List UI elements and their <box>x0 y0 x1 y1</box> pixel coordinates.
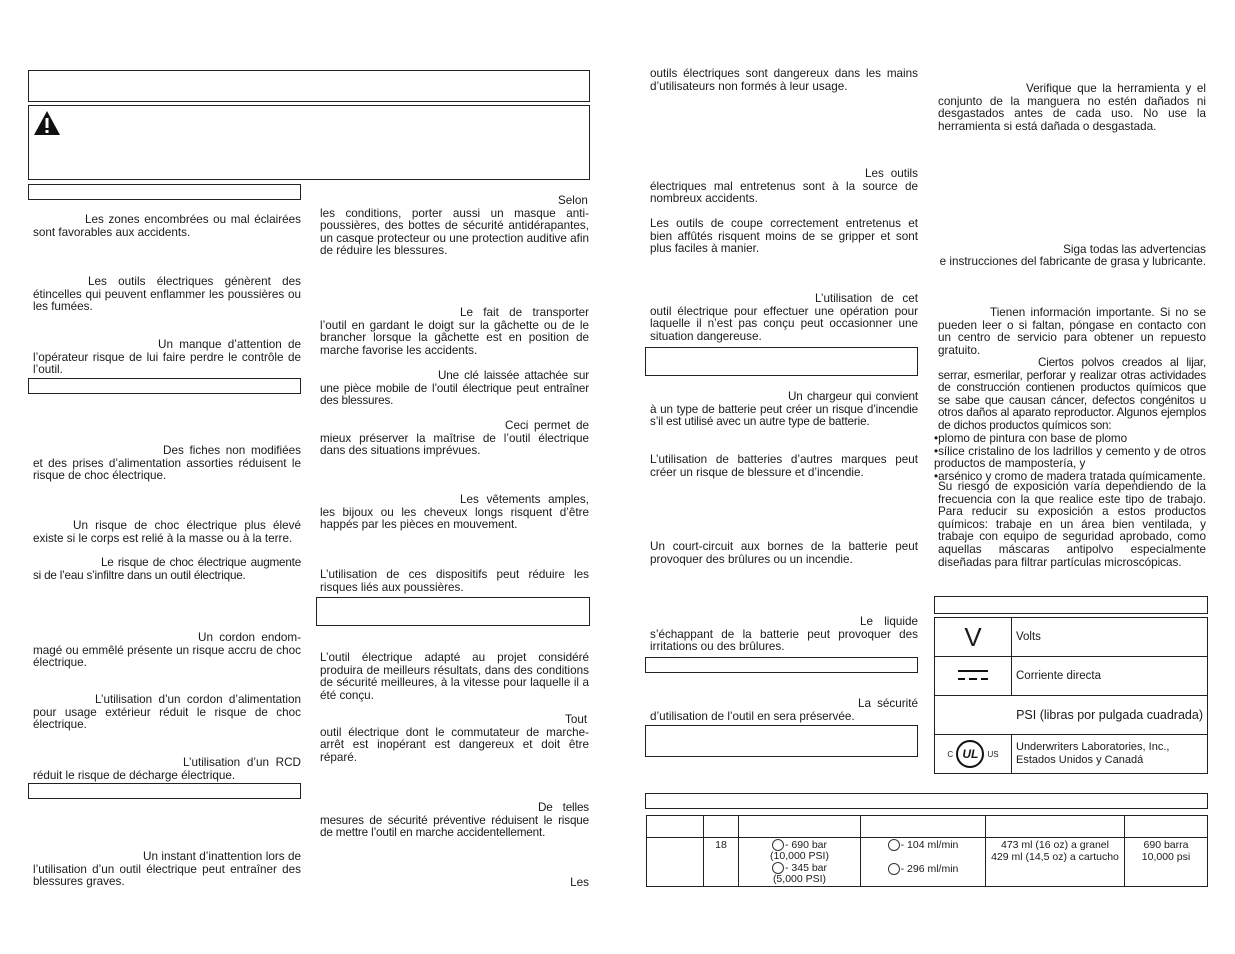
paragraph-footing: Ceci permet de mieux préserver la maîtrise de l’outil électrique dans des situations imprévues. <box>320 419 589 458</box>
section-heading-box-service <box>645 657 918 673</box>
spec-capacity: 473 ml (16 oz) a granel 429 ml (14,5 oz) a cartucho <box>986 838 1125 887</box>
ul-label: Underwriters Laboratories, Inc., Estados Unidos y Canadá <box>1012 735 1208 774</box>
paragraph-wrench: Une clé laissée attachée sur une pièce mobile de l’outil électrique peut entraîner des blessures. <box>320 369 589 408</box>
direct-current-icon <box>956 667 990 683</box>
list-item: •plomo de pintura con base de plomo <box>934 432 1128 445</box>
paragraph-plugs: Des fiches non modifiées et des prises d’alimentation assorties réduisent le risque de choc électrique. <box>33 444 301 483</box>
paragraph-grounded: Un risque de choc électrique plus élevé existe si le corps est relié à la masse ou à la terre. <box>33 519 301 545</box>
ul-c-mark: C <box>947 750 954 760</box>
paragraph-chemicals: Ciertos polvos creados al lijar, serrar, esmerilar, perforar y realizar otras actividades de construcción contienen productos químicos que se sabe que causan cáncer, defectos congénitos u otros daños al aparato reproductor. Algunos ejemplos de dichos productos químicos son: <box>938 356 1206 432</box>
paragraph-sparks: Les outils électriques génèrent des étincelles qui peuvent enflammer les poussières ou les fumées. <box>33 275 301 314</box>
paragraph-attention: Un manque d’attention de l’opérateur risque de lui faire perdre le contrôle de l’outil. <box>33 338 301 377</box>
paragraph-preventive: De telles mesures de sécurité préventive réduisent le risque de mettre l’outil en marche accidentellement. <box>320 801 589 840</box>
section-heading-box-specific <box>645 725 918 757</box>
column-2 <box>320 0 589 954</box>
list-chemicals <box>934 433 1206 483</box>
section-heading-box-personal <box>28 783 301 799</box>
spec-flow: - 104 ml/min - 296 ml/min <box>861 838 986 887</box>
list-item: •arsénico y cromo de madera tratada químicamente. <box>934 469 1206 483</box>
column-4 <box>934 0 1206 954</box>
paragraph-intended-use: L’utilisation de cet outil électrique pour effectuer une opération pour laquelle il n’est pas conçu peut occasionner une situation dangereuse. <box>650 292 918 343</box>
paragraph-les: Les <box>570 876 589 889</box>
paragraph-rcd: L’utilisation d’un RCD réduit le risque de décharge électrique. <box>33 756 301 782</box>
paragraph-right-tool: L’outil électrique adapté au projet considéré produira de meilleurs résultats, dans des conditions de sécurité meilleures, à la vitesse pour laquelle il a été conçu. <box>320 651 589 702</box>
paragraph-dust: L’utilisation de ces dispositifs peut réduire les risques liés aux poussières. <box>320 568 589 594</box>
paragraph-charger: Un chargeur qui convient à un type de batterie peut créer un risque d’incendie s’il est utilisé avec un autre type de batterie. <box>650 390 918 429</box>
column-3 <box>650 0 918 954</box>
paragraph-extension: L’utilisation d’un cordon d’alimentation pour usage extérieur réduit le risque de choc électrique. <box>33 693 301 732</box>
symbology-heading-box <box>934 596 1208 614</box>
section-heading-box-electrical <box>28 378 301 394</box>
spec-max-pressure: 690 barra 10,000 psi <box>1125 838 1208 887</box>
paragraph-protective-gear: Selon les conditions, porter aussi un masque anti-poussières, des bottes de sécurité antidérapantes, un casque protecteur ou une protection auditive afin de réduire les blessures. <box>320 194 589 258</box>
flow-high-icon <box>888 839 900 851</box>
paragraph-water: Le risque de choc électrique augmente si de l’eau s’infiltre dans un outil électrique. <box>33 556 301 582</box>
list-item: •sílice cristalino de los ladrillos y cemento y de otros productos de mampostería, y <box>934 444 1206 471</box>
paragraph-inattention: Un instant d’inattention lors de l’utilisation d’un outil électrique peut entraîner des blessures graves. <box>33 850 301 889</box>
specifications-heading-box <box>645 793 1208 809</box>
paragraph-work-area: Les zones encombrées ou mal éclairées sont favorables aux accidents. <box>33 213 301 239</box>
paragraph-exposure: Su riesgo de exposición varía dependiendo de la frecuencia con la que realice este tipo de trabajo. Para reducir su exposición a estos productos químicos: trabaje en un área bien ventilada, y trabaje con equipo de seguridad aprobado, como aquellas máscaras antipolvo especialmente diseñadas para filtrar partículas microscópicas. <box>938 480 1206 569</box>
paragraph-labels: Tienen información importante. Si no se pueden leer o si faltan, póngase en contacto con un centro de servicio para obtener un repuesto gratuito. <box>938 306 1206 357</box>
paragraph-grease-a: Siga todas las advertencias <box>1063 243 1206 256</box>
paragraph-short-circuit: Un court-circuit aux bornes de la batterie peut provoquer des brûlures ou un incendie. <box>650 540 918 566</box>
column-1 <box>33 0 301 954</box>
ul-listed-icon: UL <box>956 740 984 768</box>
paragraph-battery-liquid: Le liquide s’échappant de la batterie peut provoquer des irritations ou des brûlures. <box>650 615 918 654</box>
paragraph-service-safety: La sécurité d’utilisation de l’outil en sera préservée. <box>650 697 918 723</box>
paragraph-switch: Tout outil électrique dont le commutateur de marche-arrêt est inopérant est dangereux et doit être réparé. <box>320 713 589 764</box>
section-heading-box-battery <box>645 347 918 376</box>
psi-label: PSI (libras por pulgada cuadrada) <box>935 696 1208 735</box>
ul-us-mark: US <box>987 750 999 760</box>
paragraph-clothing: Les vêtements amples, les bijoux ou les cheveux longs risquent d’être happés par les pièces en mouvement. <box>320 493 589 532</box>
paragraph-cord: Un cordon endom- magé ou emmêlé présente un risque accru de choc électrique. <box>33 631 301 670</box>
dc-label: Corriente directa <box>1012 657 1208 696</box>
volts-symbol: V <box>935 618 1012 657</box>
paragraph-cutting-tools: Les outils de coupe correctement entretenus et bien affûtés risquent moins de se gripper et sont plus faciles à manier. <box>650 217 918 256</box>
volts-label: Volts <box>1012 618 1208 657</box>
paragraph-grease-b: e instrucciones del fabricante de grasa y lubricante. <box>939 255 1206 268</box>
paragraph-maintenance: Les outils électriques mal entretenus sont à la source de nombreux accidents. <box>650 167 918 206</box>
paragraph-trigger: Le fait de transporter l’outil en gardant le doigt sur la gâchette ou de le brancher lorsque la gâchette est en position de marche favorise les accidents. <box>320 306 589 357</box>
specifications-table <box>646 815 1208 887</box>
spec-volts: 18 <box>704 838 739 887</box>
section-heading-box-tool-use <box>316 597 590 626</box>
paragraph-other-batteries: L’utilisation de batteries d’autres marques peut créer un risque de blessure et d’incendie. <box>650 453 918 479</box>
symbology-table <box>934 617 1208 774</box>
spec-pressure: - 690 bar (10,000 PSI) - 345 bar (5,000 PSI) <box>739 838 861 887</box>
paragraph-untrained: outils électriques sont dangereux dans les mains d’utilisateurs non formés à leur usage. <box>650 67 918 93</box>
flow-low-icon <box>888 863 900 875</box>
paragraph-inspect-hose: Verifique que la herramienta y el conjunto de la manguera no estén dañados ni desgastados antes de cada uso. No use la herramienta si está dañada o desgastada. <box>938 82 1206 133</box>
